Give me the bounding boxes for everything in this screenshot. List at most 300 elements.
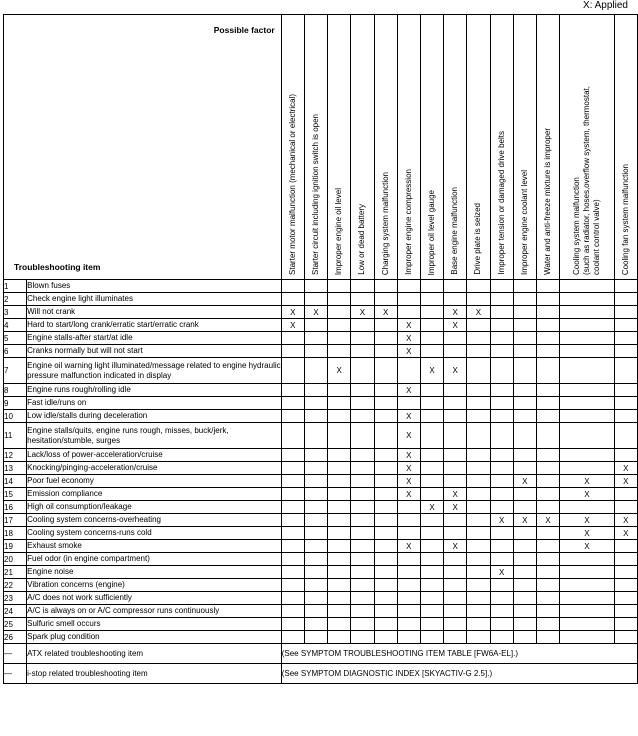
factor-cell — [304, 462, 327, 475]
factor-cell — [351, 527, 374, 540]
row-item: Cooling system concerns-runs cold — [27, 527, 282, 540]
factor-cell — [536, 553, 559, 566]
column-header — [536, 15, 559, 280]
factor-cell — [328, 592, 351, 605]
column-header-label: Improper engine oil level — [334, 187, 344, 275]
factor-cell — [351, 566, 374, 579]
factor-cell — [351, 618, 374, 631]
factor-cell — [281, 527, 304, 540]
factor-cell — [420, 527, 443, 540]
factor-cell — [328, 618, 351, 631]
column-header — [444, 15, 467, 280]
factor-cell — [614, 618, 637, 631]
factor-cell — [281, 631, 304, 644]
row-item: ATX related troubleshooting item — [27, 644, 282, 664]
column-header-label: Improper engine compression — [403, 169, 413, 275]
factor-cell — [328, 631, 351, 644]
factor-cell — [444, 566, 467, 579]
factor-cell — [351, 514, 374, 527]
reference-link[interactable]: (See SYMPTOM TROUBLESHOOTING ITEM TABLE [FW6A-EL].) — [281, 644, 637, 664]
factor-cell — [444, 605, 467, 618]
factor-cell — [281, 605, 304, 618]
applied-mark: X — [444, 306, 467, 319]
row-item: Vibration concerns (engine) — [27, 579, 282, 592]
applied-mark: X — [374, 306, 397, 319]
factor-cell — [397, 605, 420, 618]
factor-cell — [513, 631, 536, 644]
row-item: Sulfuric smell occurs — [27, 618, 282, 631]
table-row — [4, 618, 638, 631]
factor-cell — [614, 384, 637, 397]
factor-cell — [490, 384, 513, 397]
factor-cell — [560, 410, 614, 423]
factor-cell — [490, 319, 513, 332]
factor-cell — [467, 423, 490, 449]
factor-cell — [281, 514, 304, 527]
factor-cell — [467, 488, 490, 501]
factor-cell — [614, 306, 637, 319]
table-row — [4, 514, 638, 527]
factor-cell — [536, 449, 559, 462]
column-header — [397, 15, 420, 280]
applied-mark: X — [614, 462, 637, 475]
factor-cell — [560, 306, 614, 319]
factor-cell — [536, 410, 559, 423]
column-header — [374, 15, 397, 280]
factor-cell — [560, 397, 614, 410]
factor-cell — [351, 553, 374, 566]
factor-cell — [444, 514, 467, 527]
factor-cell — [328, 384, 351, 397]
factor-cell — [397, 553, 420, 566]
factor-cell — [444, 449, 467, 462]
factor-cell — [614, 566, 637, 579]
column-header-label: Improper engine coolant level — [519, 170, 529, 275]
factor-cell — [444, 332, 467, 345]
factor-cell — [560, 631, 614, 644]
factor-cell — [444, 618, 467, 631]
factor-cell — [374, 293, 397, 306]
factor-cell — [467, 605, 490, 618]
factor-cell — [374, 384, 397, 397]
table-row — [4, 345, 638, 358]
factor-cell — [374, 332, 397, 345]
table-row — [4, 475, 638, 488]
factor-cell — [560, 618, 614, 631]
row-number: 13 — [4, 462, 27, 475]
factor-cell — [304, 501, 327, 514]
factor-cell — [614, 449, 637, 462]
factor-cell — [513, 280, 536, 293]
factor-cell — [490, 488, 513, 501]
factor-cell — [560, 358, 614, 384]
factor-cell — [490, 462, 513, 475]
factor-cell — [304, 488, 327, 501]
factor-cell — [536, 488, 559, 501]
factor-cell — [304, 540, 327, 553]
row-item: Cranks normally but will not start — [27, 345, 282, 358]
factor-cell — [420, 488, 443, 501]
factor-cell — [281, 345, 304, 358]
factor-cell — [304, 475, 327, 488]
factor-cell — [560, 293, 614, 306]
factor-cell — [351, 280, 374, 293]
factor-cell — [513, 397, 536, 410]
factor-cell — [328, 306, 351, 319]
factor-cell — [304, 631, 327, 644]
factor-cell — [536, 345, 559, 358]
factor-cell — [490, 280, 513, 293]
factor-cell — [420, 579, 443, 592]
column-header — [420, 15, 443, 280]
factor-cell — [374, 319, 397, 332]
factor-cell — [444, 384, 467, 397]
factor-cell — [560, 566, 614, 579]
factor-cell — [467, 553, 490, 566]
row-number: 2 — [4, 293, 27, 306]
factor-cell — [281, 579, 304, 592]
factor-cell — [560, 345, 614, 358]
factor-cell — [374, 553, 397, 566]
factor-cell — [351, 358, 374, 384]
factor-cell — [560, 280, 614, 293]
header-corner-cell — [4, 15, 282, 280]
factor-cell — [374, 566, 397, 579]
applied-mark: X — [420, 501, 443, 514]
row-number: 25 — [4, 618, 27, 631]
applied-mark: X — [444, 501, 467, 514]
factor-cell — [560, 579, 614, 592]
factor-cell — [304, 527, 327, 540]
factor-cell — [420, 319, 443, 332]
factor-cell — [351, 592, 374, 605]
factor-cell — [536, 423, 559, 449]
applied-mark: X — [397, 410, 420, 423]
applied-mark: X — [513, 514, 536, 527]
table-row — [4, 553, 638, 566]
factor-cell — [281, 566, 304, 579]
factor-cell — [536, 462, 559, 475]
factor-cell — [536, 501, 559, 514]
factor-cell — [304, 397, 327, 410]
column-header — [281, 15, 304, 280]
factor-cell — [614, 501, 637, 514]
row-number: 18 — [4, 527, 27, 540]
factor-cell — [536, 384, 559, 397]
applied-mark: X — [490, 514, 513, 527]
factor-cell — [536, 319, 559, 332]
factor-cell — [397, 514, 420, 527]
factor-cell — [560, 384, 614, 397]
factor-cell — [304, 579, 327, 592]
column-header — [304, 15, 327, 280]
factor-cell — [420, 592, 443, 605]
factor-cell — [281, 618, 304, 631]
column-header-label: Drive plate is seized — [473, 203, 483, 275]
row-number: 23 — [4, 592, 27, 605]
factor-cell — [467, 618, 490, 631]
factor-cell — [614, 605, 637, 618]
factor-cell — [328, 605, 351, 618]
table-row — [4, 423, 638, 449]
factor-cell — [374, 488, 397, 501]
factor-cell — [420, 293, 443, 306]
factor-cell — [420, 306, 443, 319]
factor-cell — [513, 605, 536, 618]
factor-cell — [444, 592, 467, 605]
factor-cell — [304, 332, 327, 345]
column-header-label: Cooling fan system malfunction — [620, 163, 630, 275]
factor-cell — [281, 358, 304, 384]
factor-cell — [467, 579, 490, 592]
factor-cell — [374, 501, 397, 514]
table-row — [4, 501, 638, 514]
factor-cell — [444, 410, 467, 423]
row-number: 3 — [4, 306, 27, 319]
row-item: Will not crank — [27, 306, 282, 319]
table-row — [4, 540, 638, 553]
applied-mark: X — [397, 462, 420, 475]
row-number: 16 — [4, 501, 27, 514]
factor-cell — [304, 592, 327, 605]
factor-cell — [420, 449, 443, 462]
factor-cell — [281, 332, 304, 345]
factor-cell — [281, 592, 304, 605]
factor-cell — [467, 410, 490, 423]
factor-cell — [328, 345, 351, 358]
factor-cell — [374, 280, 397, 293]
row-number: 11 — [4, 423, 27, 449]
table-row — [4, 384, 638, 397]
factor-cell — [536, 293, 559, 306]
factor-cell — [374, 410, 397, 423]
factor-cell — [513, 332, 536, 345]
applied-mark: X — [490, 566, 513, 579]
factor-cell — [490, 449, 513, 462]
row-number: 26 — [4, 631, 27, 644]
factor-cell — [328, 579, 351, 592]
factor-cell — [614, 423, 637, 449]
factor-cell — [374, 605, 397, 618]
table-row — [4, 462, 638, 475]
row-number: 22 — [4, 579, 27, 592]
factor-cell — [420, 462, 443, 475]
applied-mark: X — [560, 514, 614, 527]
factor-cell — [304, 319, 327, 332]
table-row — [4, 566, 638, 579]
applied-mark: X — [397, 488, 420, 501]
factor-cell — [351, 579, 374, 592]
row-item: Spark plug condition — [27, 631, 282, 644]
reference-link[interactable]: (See SYMPTOM DIAGNOSTIC INDEX [SKYACTIV-G 2.5].) — [281, 664, 637, 684]
factor-cell — [490, 618, 513, 631]
factor-cell — [513, 527, 536, 540]
factor-cell — [560, 501, 614, 514]
row-item: A/C is always on or A/C compressor runs continuously — [27, 605, 282, 618]
factor-cell — [614, 592, 637, 605]
factor-cell — [351, 631, 374, 644]
factor-cell — [397, 592, 420, 605]
factor-cell — [281, 475, 304, 488]
factor-cell — [536, 527, 559, 540]
factor-cell — [281, 410, 304, 423]
row-item: Hard to start/long crank/erratic start/erratic crank — [27, 319, 282, 332]
applied-mark: X — [536, 514, 559, 527]
row-item: Engine oil warning light illuminated/message related to engine hydraulic pressure malfunction indicated in display — [27, 358, 282, 384]
factor-cell — [536, 631, 559, 644]
row-number: 20 — [4, 553, 27, 566]
factor-cell — [304, 410, 327, 423]
column-header — [490, 15, 513, 280]
factor-cell — [328, 475, 351, 488]
factor-cell — [420, 423, 443, 449]
table-row — [4, 293, 638, 306]
factor-cell — [513, 358, 536, 384]
factor-cell — [328, 410, 351, 423]
applied-mark: X — [560, 540, 614, 553]
row-number: 4 — [4, 319, 27, 332]
factor-cell — [490, 631, 513, 644]
row-item: Engine stalls/quits, engine runs rough, misses, buck/jerk, hesitation/stumble, surges — [27, 423, 282, 449]
factor-cell — [420, 618, 443, 631]
factor-cell — [328, 293, 351, 306]
factor-cell — [397, 293, 420, 306]
reference-row — [4, 664, 638, 684]
factor-cell — [536, 306, 559, 319]
factor-cell — [351, 397, 374, 410]
factor-cell — [560, 423, 614, 449]
column-header-label: Improper tension or damaged drive belts — [496, 131, 506, 275]
factor-cell — [614, 410, 637, 423]
factor-cell — [614, 332, 637, 345]
applied-mark: X — [351, 306, 374, 319]
column-header-label: Starter circuit including ignition switch is open — [311, 114, 320, 275]
factor-cell — [513, 306, 536, 319]
factor-cell — [560, 462, 614, 475]
factor-cell — [444, 631, 467, 644]
factor-cell — [536, 540, 559, 553]
factor-cell — [374, 631, 397, 644]
factor-cell — [328, 319, 351, 332]
factor-cell — [351, 332, 374, 345]
row-number: 19 — [4, 540, 27, 553]
factor-cell — [467, 501, 490, 514]
factor-cell — [467, 332, 490, 345]
factor-cell — [614, 345, 637, 358]
column-header — [351, 15, 374, 280]
factor-cell — [513, 618, 536, 631]
factor-cell — [614, 358, 637, 384]
row-item: Emission compliance — [27, 488, 282, 501]
row-item: Engine stalls-after start/at idle — [27, 332, 282, 345]
factor-cell — [397, 358, 420, 384]
factor-cell — [420, 553, 443, 566]
factor-cell — [374, 358, 397, 384]
factor-cell — [467, 384, 490, 397]
factor-cell — [490, 592, 513, 605]
legend: X: Applied — [582, 0, 628, 11]
factor-cell — [397, 501, 420, 514]
factor-cell — [467, 631, 490, 644]
factor-cell — [467, 592, 490, 605]
row-number: 12 — [4, 449, 27, 462]
factor-cell — [328, 423, 351, 449]
factor-cell — [513, 384, 536, 397]
table-row — [4, 527, 638, 540]
row-number: 1 — [4, 280, 27, 293]
factor-cell — [490, 475, 513, 488]
applied-mark: X — [397, 540, 420, 553]
factor-cell — [444, 527, 467, 540]
factor-cell — [397, 280, 420, 293]
factor-cell — [420, 397, 443, 410]
factor-cell — [467, 319, 490, 332]
row-item: Lack/loss of power-acceleration/cruise — [27, 449, 282, 462]
factor-cell — [397, 397, 420, 410]
row-item: Fast idle/runs on — [27, 397, 282, 410]
row-item: Exhaust smoke — [27, 540, 282, 553]
factor-cell — [374, 592, 397, 605]
reference-row — [4, 644, 638, 664]
factor-cell — [490, 553, 513, 566]
factor-cell — [560, 605, 614, 618]
factor-cell — [397, 566, 420, 579]
factor-cell — [420, 631, 443, 644]
factor-cell — [467, 527, 490, 540]
factor-cell — [467, 540, 490, 553]
possible-factor-label: Possible factor — [213, 25, 275, 35]
factor-cell — [444, 345, 467, 358]
table-row — [4, 410, 638, 423]
factor-cell — [351, 423, 374, 449]
row-item: Low idle/stalls during deceleration — [27, 410, 282, 423]
factor-cell — [490, 345, 513, 358]
factor-cell — [560, 449, 614, 462]
table-row — [4, 306, 638, 319]
factor-cell — [490, 540, 513, 553]
column-header-label: Charging system malfunction — [380, 171, 390, 275]
factor-cell — [536, 592, 559, 605]
factor-cell — [281, 488, 304, 501]
factor-cell — [490, 527, 513, 540]
row-item: Engine noise — [27, 566, 282, 579]
factor-cell — [614, 319, 637, 332]
factor-cell — [351, 410, 374, 423]
factor-cell — [513, 449, 536, 462]
factor-cell — [328, 488, 351, 501]
row-item: A/C does not work sufficiently — [27, 592, 282, 605]
column-header-label: Base engine malfunction — [450, 187, 460, 275]
factor-cell — [490, 358, 513, 384]
factor-cell — [490, 423, 513, 449]
factor-cell — [397, 618, 420, 631]
factor-cell — [328, 280, 351, 293]
row-number: 15 — [4, 488, 27, 501]
factor-cell — [467, 566, 490, 579]
factor-cell — [490, 410, 513, 423]
applied-mark: X — [328, 358, 351, 384]
factor-cell — [490, 293, 513, 306]
factor-cell — [351, 345, 374, 358]
row-item: Cooling system concerns-overheating — [27, 514, 282, 527]
table-row — [4, 605, 638, 618]
factor-cell — [328, 462, 351, 475]
applied-mark: X — [397, 332, 420, 345]
factor-cell — [351, 540, 374, 553]
factor-cell — [304, 384, 327, 397]
factor-cell — [560, 319, 614, 332]
factor-cell — [304, 345, 327, 358]
